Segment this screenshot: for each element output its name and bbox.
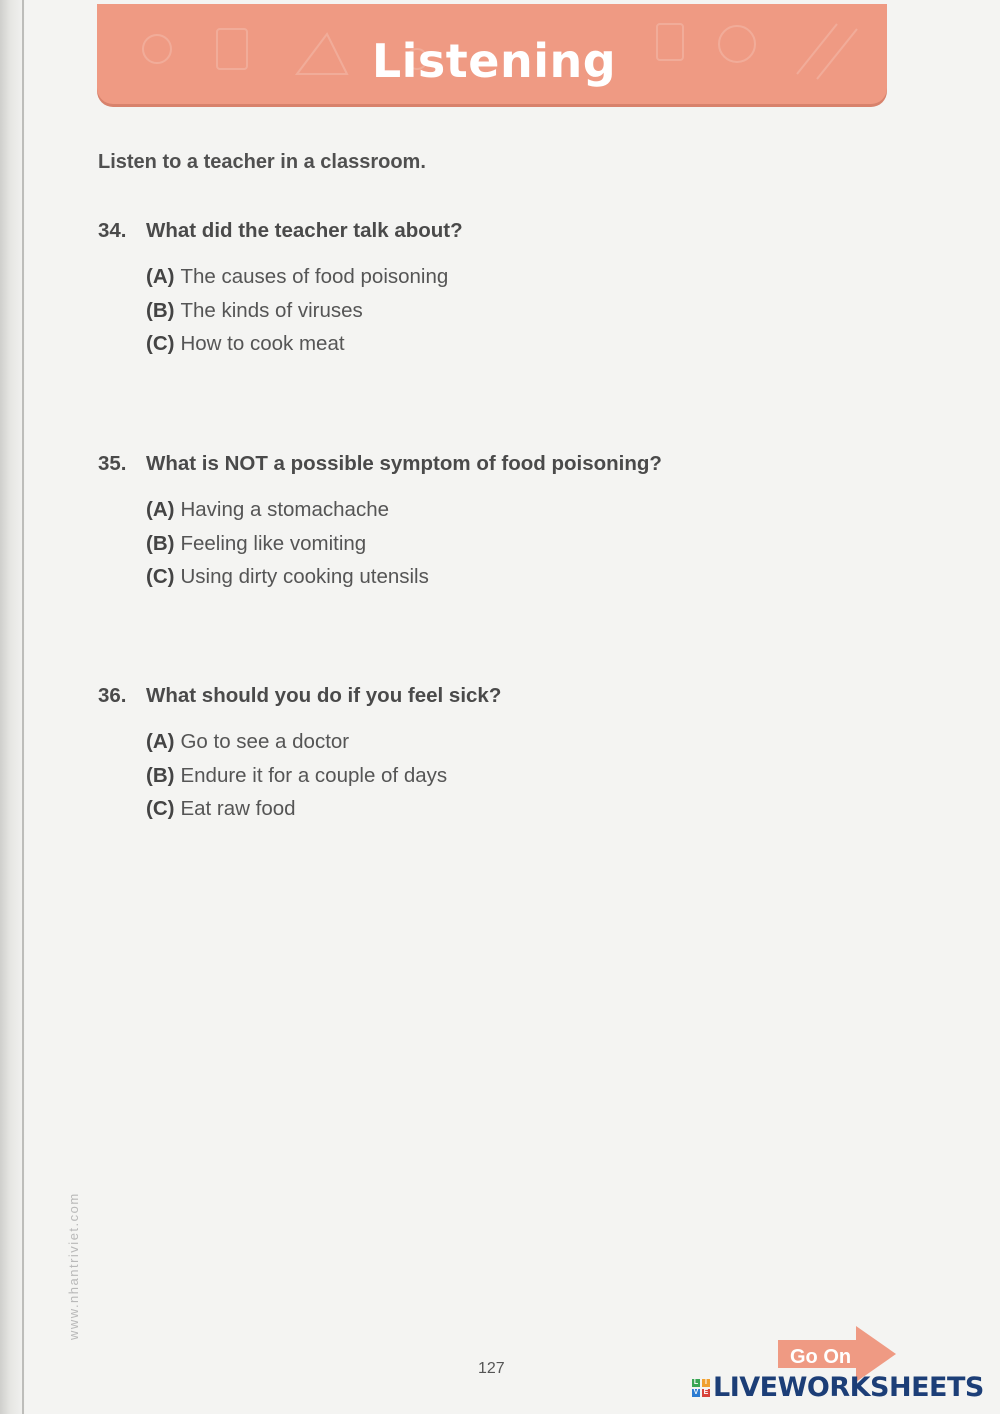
option-text: Feeling like vomiting [180, 531, 367, 555]
liveworksheets-wordmark: LIVEWORKSHEETS [713, 1372, 984, 1403]
option-text: Using dirty cooking utensils [180, 565, 429, 588]
question-number: 35. [98, 452, 127, 475]
answer-option-a[interactable] [146, 263, 918, 297]
page-number: 127 [478, 1360, 505, 1377]
liveworksheets-badge-icon: L I V E [693, 1378, 709, 1396]
liveworksheets-logo [692, 1372, 984, 1403]
instruction-text: Listen to a teacher in a classroom. [98, 151, 426, 173]
question-text: What is NOT a possible symptom of food poisoning? [146, 452, 662, 475]
question-number: 36. [98, 684, 127, 707]
question-34 [98, 219, 918, 364]
option-text: Eat raw food [180, 797, 296, 820]
section-banner [97, 4, 887, 104]
answer-options [146, 728, 918, 829]
answer-option-b[interactable] [146, 297, 918, 331]
question-heading [98, 684, 918, 708]
question-text: What did the teacher talk about? [146, 219, 463, 242]
option-text: Endure it for a couple of days [180, 763, 448, 787]
answer-option-a[interactable] [146, 728, 918, 762]
question-heading [98, 219, 918, 243]
option-text: The kinds of viruses [180, 298, 363, 322]
option-letter: (C) [146, 332, 175, 355]
option-text: The causes of food poisoning [180, 265, 449, 288]
option-letter: (B) [146, 763, 175, 787]
book-spine-line [22, 0, 24, 1414]
question-36 [98, 684, 918, 829]
option-text: How to cook meat [180, 332, 345, 355]
option-letter: (A) [146, 265, 175, 288]
answer-option-c[interactable] [146, 330, 918, 364]
option-letter: (B) [146, 531, 175, 555]
answer-option-c[interactable] [146, 563, 918, 597]
option-letter: (C) [146, 797, 175, 820]
option-text: Go to see a doctor [180, 730, 350, 753]
question-35 [98, 452, 918, 597]
option-letter: (C) [146, 565, 175, 588]
go-on-label: Go On [790, 1346, 852, 1368]
answer-option-a[interactable] [146, 496, 918, 530]
question-number: 34. [98, 219, 127, 242]
option-letter: (A) [146, 730, 175, 753]
answer-options [146, 263, 918, 364]
publisher-watermark: www.nhantriviet.com [66, 1192, 81, 1340]
section-title: Listening [371, 34, 617, 88]
answer-option-b[interactable] [146, 762, 918, 796]
option-text: Having a stomachache [180, 498, 390, 521]
option-letter: (B) [146, 298, 175, 322]
question-text: What should you do if you feel sick? [146, 684, 502, 707]
answer-options [146, 496, 918, 597]
answer-option-c[interactable] [146, 795, 918, 829]
option-letter: (A) [146, 498, 175, 521]
answer-option-b[interactable] [146, 530, 918, 564]
question-heading [98, 452, 918, 476]
